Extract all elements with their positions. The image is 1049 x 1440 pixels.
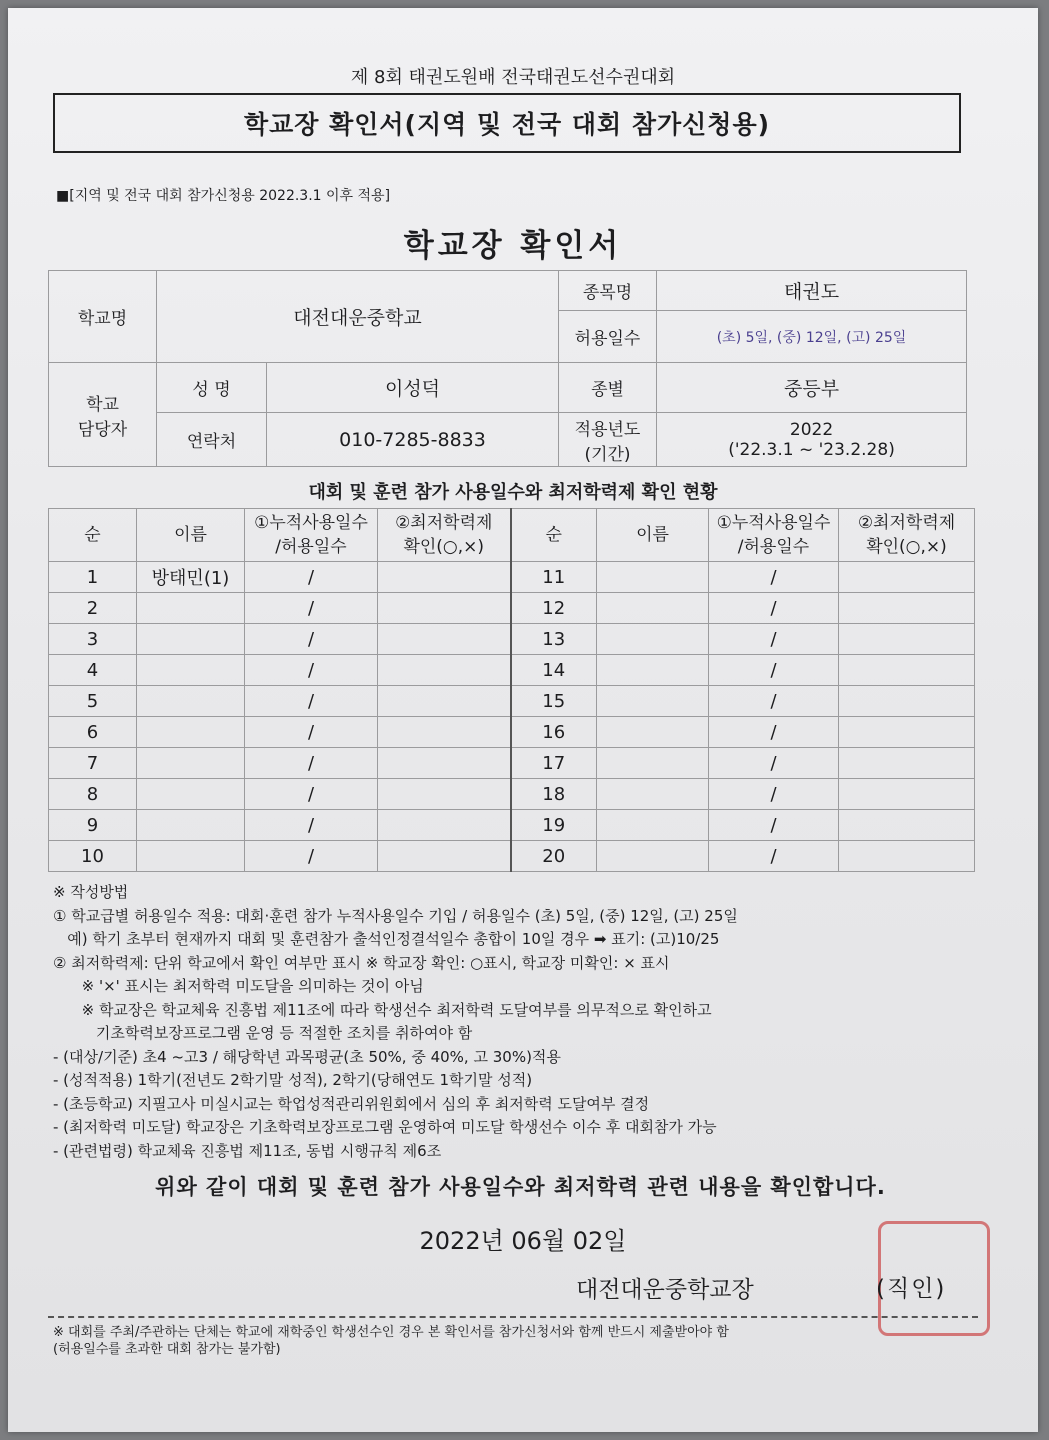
school-name-label: 학교명 — [49, 271, 157, 363]
row-no-cell-right: 11 — [511, 562, 597, 593]
row-no-cell-right: 17 — [511, 748, 597, 779]
row-name-cell-right — [597, 624, 709, 655]
table-row — [49, 779, 975, 810]
table-row — [49, 841, 975, 872]
row-name-cell — [137, 748, 245, 779]
allowed-days-label: 허용일수 — [559, 311, 657, 363]
row-no-cell: 8 — [49, 779, 137, 810]
row-min-cell — [378, 624, 511, 655]
row-no-cell-right: 13 — [511, 624, 597, 655]
row-days-cell: / — [245, 779, 378, 810]
method-line: ※ '×' 표시는 최저학력 미도달을 의미하는 것이 아님 — [53, 977, 424, 995]
row-name-cell — [137, 717, 245, 748]
row-min-cell-right — [839, 593, 975, 624]
row-name-cell-right — [597, 810, 709, 841]
manager-label — [49, 363, 157, 467]
table-row — [49, 717, 975, 748]
row-min-cell — [378, 841, 511, 872]
col-min-header-right — [839, 509, 975, 562]
row-no-cell: 6 — [49, 717, 137, 748]
method-line: - (초등학교) 지필고사 미실시교는 학업성적관리위원회에서 심의 후 최저학력 도달여부 결정 — [53, 1094, 650, 1113]
method-line: - (성적적용) 1학기(전년도 2학기말 성적), 2학기(당해연도 1학기말 성적) — [53, 1071, 533, 1089]
col-days-header — [245, 509, 378, 562]
row-name-cell — [137, 779, 245, 810]
row-min-cell — [378, 562, 511, 593]
col-name-header: 이름 — [137, 509, 245, 562]
row-min-cell-right — [839, 562, 975, 593]
row-days-cell-right: / — [709, 841, 839, 872]
footer-note-line2: (허용일수를 초과한 대회 참가는 불가함) — [53, 1342, 281, 1357]
col-min-header-line2: 확인(○,×) — [403, 537, 485, 557]
col-name-header-right: 이름 — [597, 509, 709, 562]
row-name-cell-right — [597, 779, 709, 810]
row-name-cell — [137, 624, 245, 655]
row-no-cell-right: 19 — [511, 810, 597, 841]
row-days-cell: / — [245, 562, 378, 593]
method-line: ※ 작성방법 — [53, 883, 129, 901]
row-no-cell: 5 — [49, 686, 137, 717]
principal-signature: 대전대운중학교장 — [576, 1277, 754, 1303]
row-no-cell-right: 15 — [511, 686, 597, 717]
form-title: 학교장 확인서(지역 및 전국 대회 참가신청용) — [243, 110, 771, 139]
method-line: 예) 학기 초부터 현재까지 대회 및 훈련참가 출석인정결석일수 총합이 10일 경우 ➡ 표기: (고)10/25 — [53, 930, 720, 948]
row-min-cell-right — [839, 655, 975, 686]
apply-year-value — [657, 413, 967, 467]
apply-note: ■[지역 및 전국 대회 참가신청용 2022.3.1 이후 적용] — [56, 188, 391, 204]
row-days-cell: / — [245, 686, 378, 717]
row-days-cell: / — [245, 655, 378, 686]
allowed-days-value: (초) 5일, (중) 12일, (고) 25일 — [657, 311, 967, 363]
col-days-header-right — [709, 509, 839, 562]
row-min-cell-right — [839, 779, 975, 810]
form-title-box — [53, 93, 961, 153]
table-row — [49, 655, 975, 686]
table-row — [49, 686, 975, 717]
table-row — [49, 562, 975, 593]
col-min-header-line1: ②최저학력제 — [395, 513, 493, 533]
writing-method — [53, 881, 983, 1163]
row-no-cell-right: 20 — [511, 841, 597, 872]
table-row — [49, 624, 975, 655]
col-no-header: 순 — [49, 509, 137, 562]
method-line: ② 최저학력제: 단위 학교에서 확인 여부만 표시 ※ 학교장 확인: ○표시, 학교장 미확인: × 표시 — [53, 953, 670, 972]
roster-table — [48, 508, 975, 872]
row-no-cell: 9 — [49, 810, 137, 841]
row-days-cell: / — [245, 748, 378, 779]
row-no-cell: 10 — [49, 841, 137, 872]
row-min-cell-right — [839, 841, 975, 872]
footer-divider — [48, 1316, 978, 1318]
col-days-header-line1: ①누적사용일수 — [254, 513, 368, 533]
row-no-cell-right: 14 — [511, 655, 597, 686]
roster-header-row — [49, 509, 975, 562]
row-days-cell-right: / — [709, 655, 839, 686]
manager-label-line1: 학교 — [86, 394, 119, 415]
manager-name-value: 이성덕 — [267, 363, 559, 413]
footer-note — [53, 1324, 983, 1358]
method-line: - (관련법령) 학교체육 진흥법 제11조, 동법 시행규칙 제6조 — [53, 1141, 442, 1160]
table-row — [49, 810, 975, 841]
contact-value: 010-7285-8833 — [267, 413, 559, 467]
apply-year-label-line1: 적용년도 — [574, 419, 641, 440]
row-name-cell — [137, 686, 245, 717]
row-days-cell: / — [245, 624, 378, 655]
row-min-cell — [378, 717, 511, 748]
row-days-cell-right: / — [709, 624, 839, 655]
row-min-cell — [378, 748, 511, 779]
row-no-cell-right: 18 — [511, 779, 597, 810]
sport-label: 종목명 — [559, 271, 657, 311]
row-name-cell — [137, 841, 245, 872]
col-min-header-right-line1: ②최저학력제 — [857, 513, 956, 533]
confirmation-statement: 위와 같이 대회 및 훈련 참가 사용일수와 최저학력 관련 내용을 확인합니다. — [155, 1175, 886, 1199]
row-days-cell-right: / — [709, 562, 839, 593]
manager-label-line2: 담당자 — [77, 419, 128, 440]
row-days-cell-right: / — [709, 810, 839, 841]
row-no-cell: 7 — [49, 748, 137, 779]
school-info-table — [48, 270, 967, 467]
col-days-header-line2: /허용일수 — [275, 537, 347, 557]
col-no-header-right: 순 — [511, 509, 597, 562]
row-min-cell-right — [839, 810, 975, 841]
row-name-cell-right — [597, 686, 709, 717]
apply-year: 2022 — [789, 419, 834, 440]
status-heading: 대회 및 훈련 참가 사용일수와 최저학력제 확인 현황 — [308, 482, 718, 503]
manager-name-label: 성 명 — [157, 363, 267, 413]
row-days-cell-right: / — [709, 748, 839, 779]
col-days-header-right-line2: /허용일수 — [737, 537, 810, 557]
row-min-cell — [378, 779, 511, 810]
row-days-cell: / — [245, 717, 378, 748]
row-min-cell-right — [839, 686, 975, 717]
row-days-cell: / — [245, 593, 378, 624]
row-no-cell: 2 — [49, 593, 137, 624]
row-min-cell-right — [839, 624, 975, 655]
method-line: ① 학교급별 허용일수 적용: 대회·훈련 참가 누적사용일수 기입 / 허용일수 (초) 5일, (중) 12일, (고) 25일 — [53, 906, 738, 925]
row-name-cell: 방태민(1) — [137, 562, 245, 593]
row-days-cell: / — [245, 841, 378, 872]
row-min-cell — [378, 593, 511, 624]
method-line: - (대상/기준) 초4 ~고3 / 해당학년 과목평균(초 50%, 중 40%, 고 30%)적용 — [53, 1047, 561, 1066]
row-name-cell-right — [597, 593, 709, 624]
table-row — [49, 593, 975, 624]
row-name-cell-right — [597, 841, 709, 872]
method-line: 기초학력보장프로그램 운영 등 적절한 조치를 취하여야 함 — [53, 1024, 473, 1042]
school-name-value: 대전대운중학교 — [157, 271, 559, 363]
row-days-cell-right: / — [709, 779, 839, 810]
sport-value: 태권도 — [657, 271, 967, 311]
row-name-cell — [137, 810, 245, 841]
row-name-cell-right — [597, 748, 709, 779]
division-value: 중등부 — [657, 363, 967, 413]
row-name-cell — [137, 655, 245, 686]
row-no-cell-right: 12 — [511, 593, 597, 624]
method-line: ※ 학교장은 학교체육 진흥법 제11조에 따라 학생선수 최저학력 도달여부를 의무적으로 확인하고 — [53, 1000, 712, 1019]
apply-year-label-line2: (기간) — [584, 444, 631, 465]
issue-date: 2022년 06월 02일 — [419, 1227, 627, 1255]
col-min-header-right-line2: 확인(○,×) — [866, 537, 947, 557]
method-line: - (최저학력 미도달) 학교장은 기초학력보장프로그램 운영하여 미도달 학생선수 이수 후 대회참가 가능 — [53, 1118, 717, 1136]
row-days-cell-right: / — [709, 717, 839, 748]
row-name-cell-right — [597, 562, 709, 593]
contact-label: 연락처 — [157, 413, 267, 467]
row-no-cell: 1 — [49, 562, 137, 593]
row-no-cell-right: 16 — [511, 717, 597, 748]
apply-year-label — [559, 413, 657, 467]
division-label: 종별 — [559, 363, 657, 413]
col-days-header-right-line1: ①누적사용일수 — [716, 513, 831, 533]
row-min-cell-right — [839, 748, 975, 779]
table-row — [49, 748, 975, 779]
row-min-cell — [378, 655, 511, 686]
row-min-cell-right — [839, 717, 975, 748]
row-days-cell-right: / — [709, 686, 839, 717]
row-no-cell: 3 — [49, 624, 137, 655]
row-min-cell — [378, 810, 511, 841]
document-page — [8, 8, 1038, 1432]
row-days-cell-right: / — [709, 593, 839, 624]
row-name-cell — [137, 593, 245, 624]
row-days-cell: / — [245, 810, 378, 841]
row-name-cell-right — [597, 655, 709, 686]
contest-title: 제 8회 태권도원배 전국태권도선수권대회 — [350, 67, 676, 88]
apply-period: ('22.3.1 ~ '23.2.28) — [728, 439, 895, 460]
seal-mark: (직인) — [876, 1276, 947, 1302]
document-heading: 학교장 확인서 — [403, 228, 623, 264]
footer-note-line1: ※ 대회를 주최/주관하는 단체는 학교에 재학중인 학생선수인 경우 본 확인서를 참가신청서와 함께 반드시 제출받아야 함 — [53, 1325, 729, 1340]
row-no-cell: 4 — [49, 655, 137, 686]
col-min-header — [378, 509, 511, 562]
row-name-cell-right — [597, 717, 709, 748]
row-min-cell — [378, 686, 511, 717]
